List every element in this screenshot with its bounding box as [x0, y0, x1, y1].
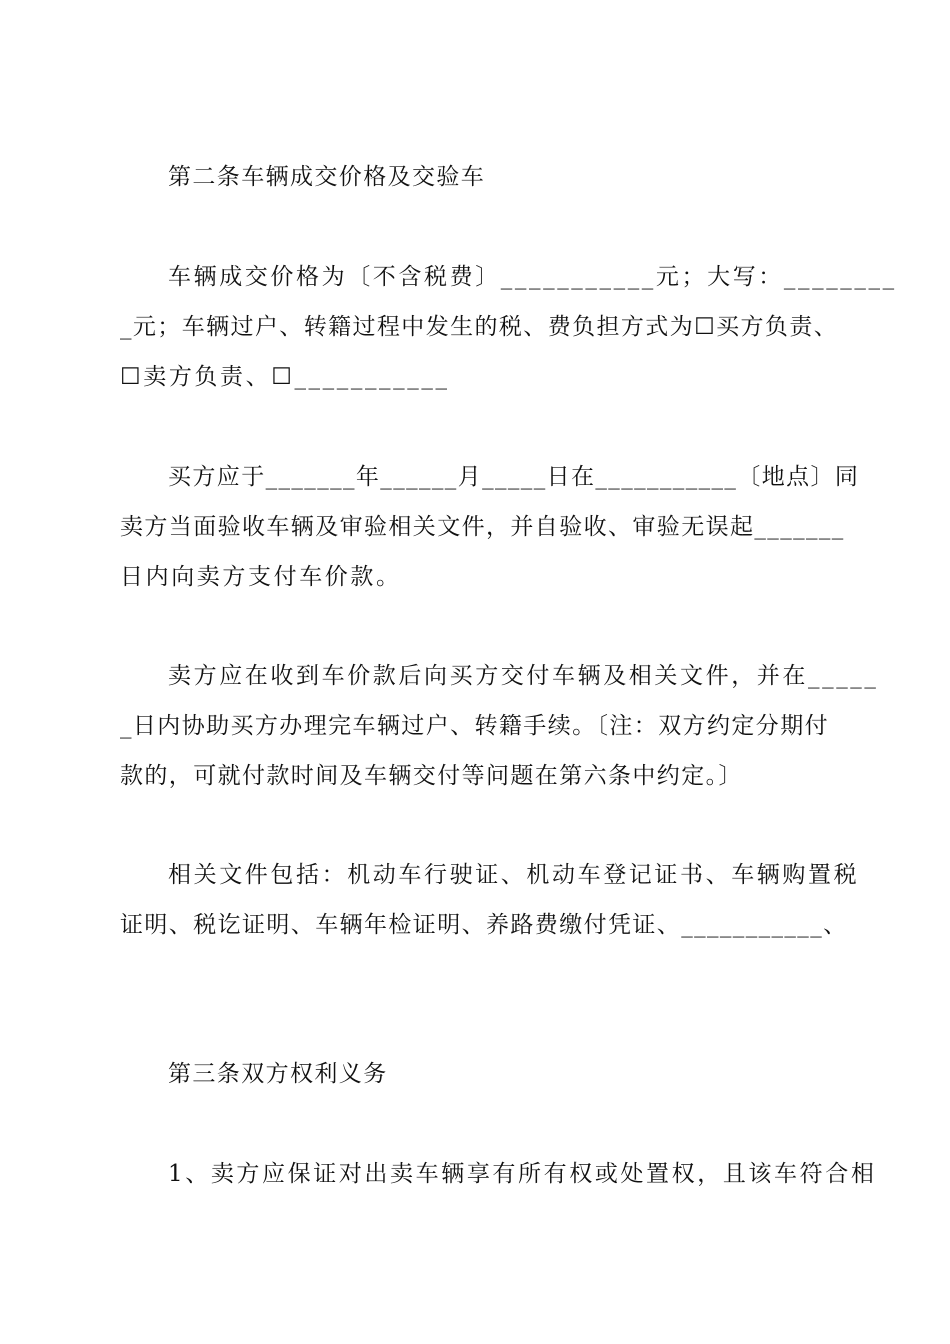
- paragraph-delivery-line-1: 卖方应在收到车价款后向买方交付车辆及相关文件，并在_____: [168, 663, 879, 689]
- paragraph-price-line-1: 车辆成交价格为〔不含税费〕___________元；大写：________: [168, 264, 897, 290]
- paragraph-price-line-2: _元；车辆过户、转籍过程中发生的税、费负担方式为☐买方负责、: [120, 314, 839, 340]
- paragraph-delivery-line-2: _日内协助买方办理完车辆过户、转籍手续。〔注：双方约定分期付: [120, 713, 829, 739]
- section-heading-article-2: 第二条车辆成交价格及交验车: [168, 164, 486, 190]
- section-heading-article-3: 第三条双方权利义务: [168, 1061, 388, 1087]
- paragraph-price-line-3: ☐卖方负责、☐___________: [120, 364, 450, 390]
- paragraph-delivery-line-3: 款的，可就付款时间及车辆交付等问题在第六条中约定。〕: [120, 763, 743, 789]
- paragraph-inspection-line-1: 买方应于_______年______月_____日在___________〔地点〕同: [168, 464, 860, 490]
- paragraph-inspection-line-2: 卖方当面验收车辆及审验相关文件，并自验收、审验无误起_______: [120, 514, 845, 540]
- paragraph-inspection-line-3: 日内向卖方支付车价款。: [120, 564, 402, 590]
- paragraph-documents-line-2: 证明、税讫证明、车辆年检证明、养路费缴付凭证、___________、: [120, 912, 848, 938]
- list-item-1: 1、卖方应保证对出卖车辆享有所有权或处置权，且该车符合相: [168, 1161, 877, 1187]
- paragraph-documents-line-1: 相关文件包括：机动车行驶证、机动车登记证书、车辆购置税: [168, 862, 860, 888]
